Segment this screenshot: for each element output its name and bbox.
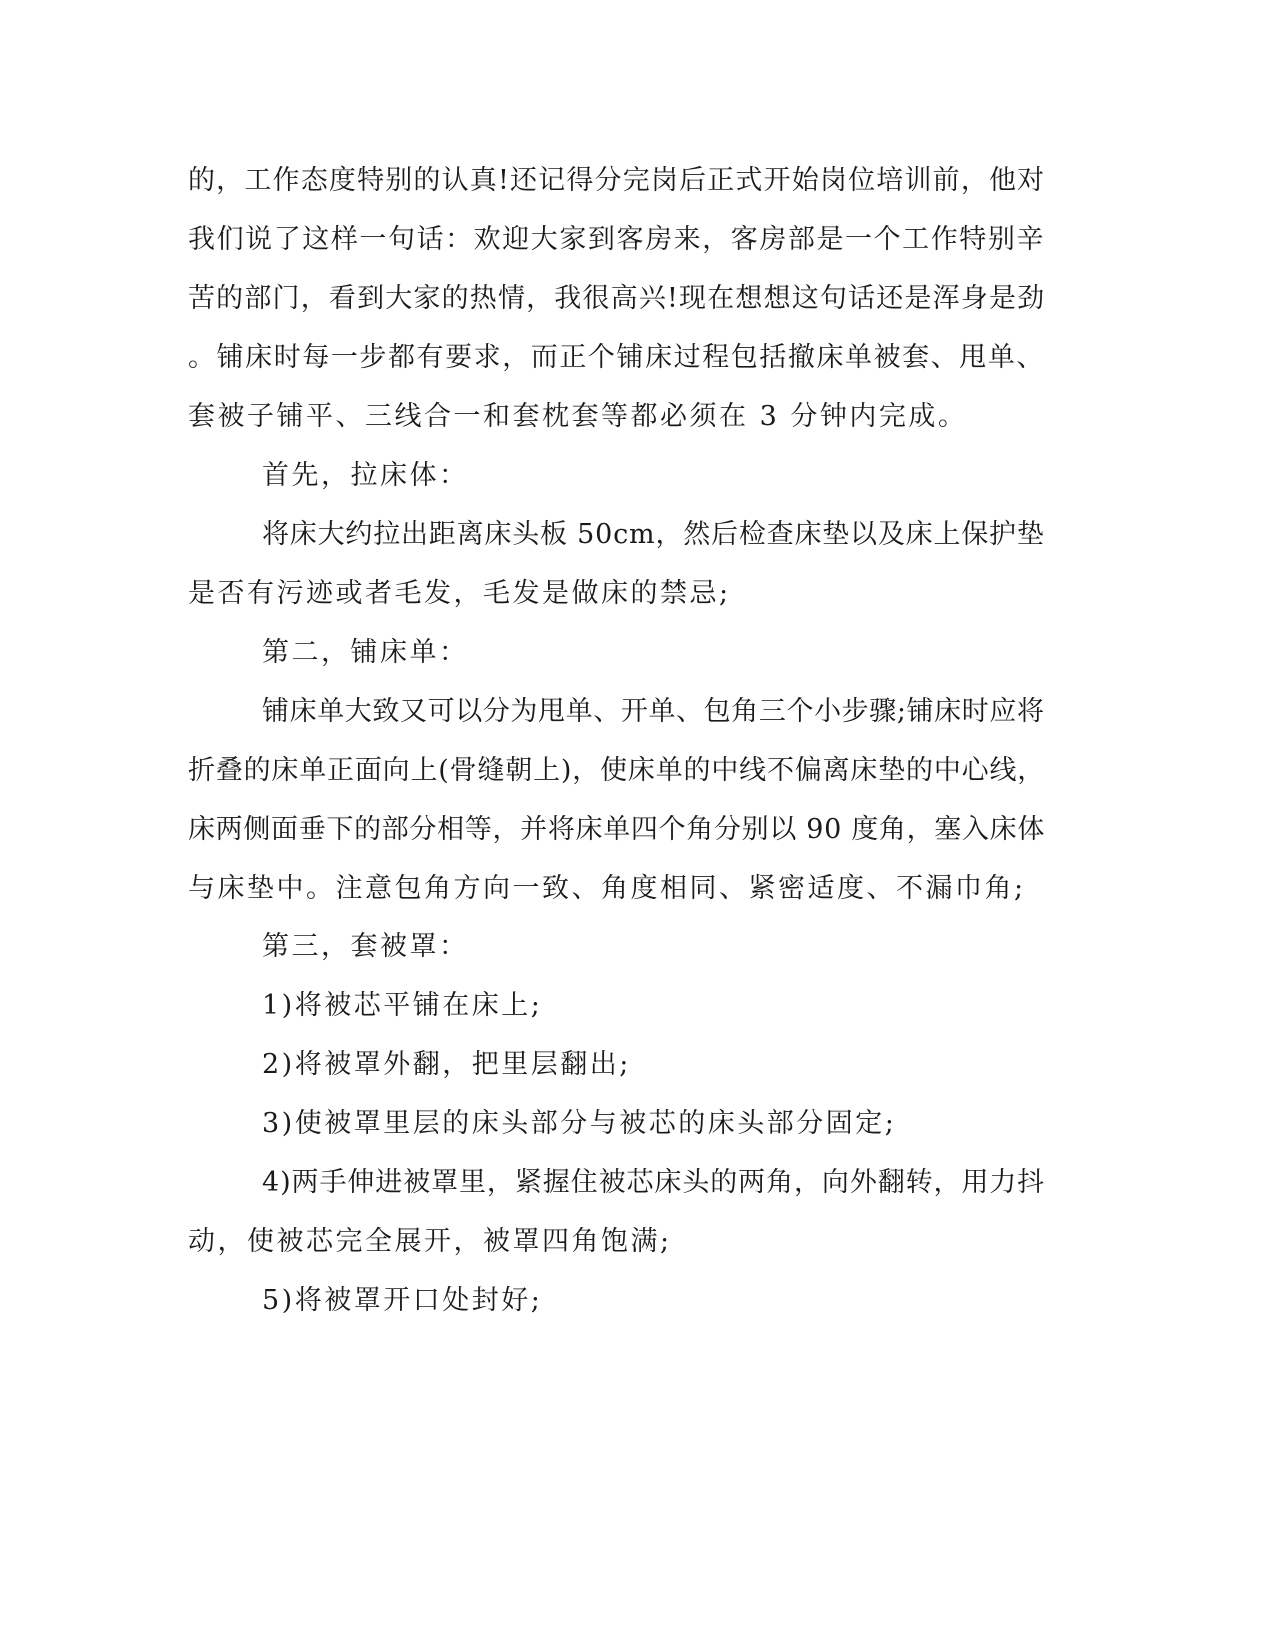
text-line: 的，工作态度特别的认真!还记得分完岗后正式开始岗位培训前，他对 <box>188 165 1046 196</box>
text-line: 铺床单大致又可以分为甩单、开单、包角三个小步骤;铺床时应将 <box>262 696 1045 727</box>
section-heading: 第三，套被罩： <box>262 931 469 962</box>
list-item: 3)使被罩里层的床头部分与被芯的床头部分固定; <box>262 1108 897 1139</box>
section-heading: 首先，拉床体： <box>262 460 469 491</box>
text-line: 是否有污迹或者毛发，毛发是做床的禁忌; <box>188 578 731 609</box>
text-line: 将床大约拉出距离床头板 50cm，然后检查床垫以及床上保护垫 <box>262 519 1045 550</box>
text-line: 我们说了这样一句话：欢迎大家到客房来，客房部是一个工作特别辛 <box>188 224 1045 255</box>
list-item: 1)将被芯平铺在床上; <box>262 990 543 1021</box>
text-line: 。铺床时每一步都有要求，而正个铺床过程包括撤床单被套、甩单、 <box>188 342 1045 373</box>
text-line: 床两侧面垂下的部分相等，并将床单四个角分别以 90 度角，塞入床体 <box>188 814 1046 845</box>
text-line: 与床垫中。注意包角方向一致、角度相同、紧密适度、不漏巾角; <box>188 873 1026 904</box>
text-line: 动，使被芯完全展开，被罩四角饱满; <box>188 1226 672 1257</box>
list-item: 4)两手伸进被罩里，紧握住被芯床头的两角，向外翻转，用力抖 <box>262 1167 1046 1198</box>
text-line: 套被子铺平、三线合一和套枕套等都必须在 3 分钟内完成。 <box>188 401 968 432</box>
text-line: 折叠的床单正面向上(骨缝朝上)，使床单的中线不偏离床垫的中心线， <box>188 755 1046 786</box>
section-heading: 第二，铺床单： <box>262 637 469 668</box>
text-line: 苦的部门，看到大家的热情，我很高兴!现在想想这句话还是浑身是劲 <box>188 283 1046 314</box>
list-item: 2)将被罩外翻，把里层翻出; <box>262 1049 631 1080</box>
list-item: 5)将被罩开口处封好; <box>262 1285 543 1316</box>
